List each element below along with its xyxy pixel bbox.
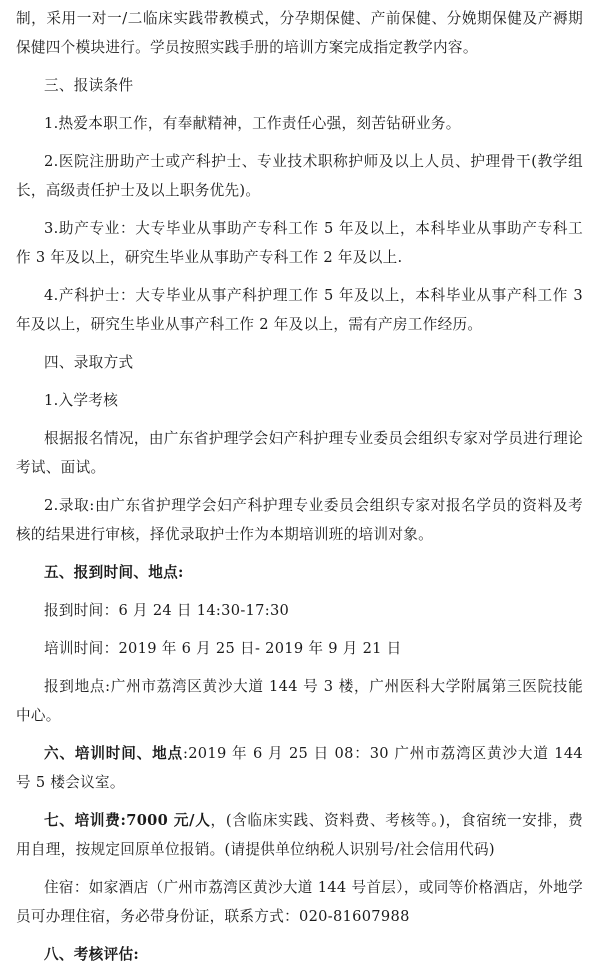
section-6-body: :2019 年 6 月 25 日 08：30 广州市荔湾区黄沙大道 144 号 5 楼会议室。 [16, 745, 584, 791]
section-heading-4: 四、录取方式 [44, 354, 134, 371]
admission-1-title: 1.入学考核 [44, 392, 119, 409]
section-heading-3: 三、报读条件 [44, 77, 134, 94]
training-period: 培训时间：2019 年 6 月 25 日- 2019 年 9 月 21 日 [44, 640, 402, 657]
section-6 [16, 739, 583, 797]
section-heading-8: 八、考核评估: [44, 946, 140, 963]
admission-2: 2.录取:由广东省护理学会妇产科护理专业委员会组织专家对报名学员的资料及考核的结果进行审核，择优录取护士作为本期培训班的培训对象。 [16, 497, 583, 543]
section-heading-5: 五、报到时间、地点: [44, 564, 184, 581]
training-fee: :7000 元/人 [120, 812, 211, 829]
section-heading-7: 七、培训费 [44, 812, 121, 829]
section-7-body: ，(含临床实践、资料费、考核等。)，食宿统一安排，费用自理，按规定回原单位报销。(请提供单位纳税人识别号/社会信用代码) [16, 812, 583, 858]
section-7 [16, 806, 583, 864]
condition-2: 2.医院注册助产士或产科护士、专业技术职称护师及以上人员、护理骨干(教学组长，高级责任护士及以上职务优先)。 [16, 153, 583, 199]
registration-time: 报到时间：6 月 24 日 14:30-17:30 [44, 602, 290, 619]
admission-1-body: 根据报名情况，由广东省护理学会妇产科护理专业委员会组织专家对学员进行理论考试、面试。 [16, 430, 583, 476]
accommodation: 住宿：如家酒店（广州市荔湾区黄沙大道 144 号首层），或同等价格酒店，外地学员可办理住宿，务必带身份证，联系方式：020-81607988 [16, 879, 583, 925]
condition-1: 1.热爱本职工作，有奉献精神，工作责任心强，刻苦钻研业务。 [44, 115, 461, 132]
condition-4: 4.产科护士：大专毕业从事产科护理工作 5 年及以上，本科毕业从事产科工作 3 年及以上，研究生毕业从事产科工作 2 年及以上，需有产房工作经历。 [16, 287, 583, 333]
registration-location: 报到地点:广州市荔湾区黄沙大道 144 号 3 楼，广州医科大学附属第三医院技能中心。 [16, 678, 583, 724]
condition-3: 3.助产专业：大专毕业从事助产专科工作 5 年及以上，本科毕业从事助产专科工作 3 年及以上，研究生毕业从事助产专科工作 2 年及以上. [16, 220, 583, 266]
section-heading-6: 六、培训时间、地点 [44, 745, 183, 762]
intro-paragraph: 制，采用一对一/二临床实践带教模式，分孕期保健、产前保健、分娩期保健及产褥期保健四个模块进行。学员按照实践手册的培训方案完成指定教学内容。 [16, 10, 583, 56]
